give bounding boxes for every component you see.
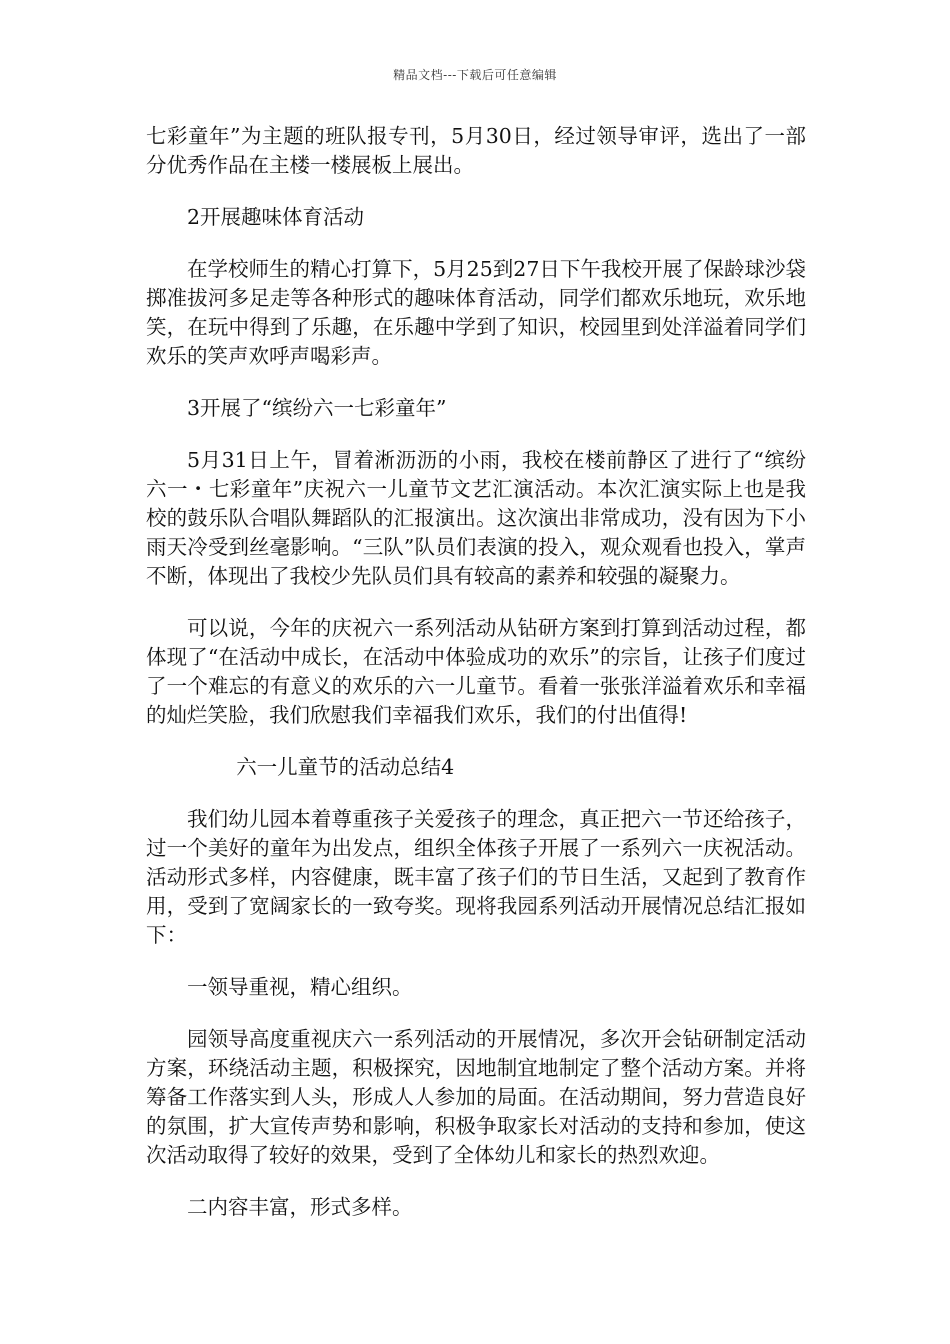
paragraph-leadership: 园领导高度重视庆六一系列活动的开展情况，多次开会钻研制定活动方案，环绕活动主题，积极探究，因地制宜地制定了整个活动方案。并将筹备工作落实到人头，形成人人参加的局面。在活动期间，努力营造良好的氛围，扩大宣传声势和影响，积极争取家长对活动的支持和参加，使这次活动取得了较好的效果，受到了全体幼儿和家长的热烈欢迎。: [146, 1027, 806, 1167]
paragraph-conclusion: 可以说，今年的庆祝六一系列活动从钻研方案到打算到活动过程，都体现了“在活动中成长，在活动中体验成功的欢乐”的宗旨，让孩子们度过了一个难忘的有意义的欢乐的六一儿童节。看着一张张洋溢着欢乐和幸福的灿烂笑脸，我们欣慰我们幸福我们欢乐，我们的付出值得!: [146, 616, 806, 727]
paragraph-intro-continuation: 七彩童年”为主题的班队报专刊，5月30日，经过领导审评，选出了一部分优秀作品在主楼一楼展板上展出。: [146, 124, 806, 177]
paragraph-sports: 在学校师生的精心打算下，5月25到27日下午我校开展了保龄球沙袋掷准拔河多足走等各种形式的趣味体育活动，同学们都欢乐地玩，欢乐地笑，在玩中得到了乐趣，在乐趣中学到了知识，校园里到处洋溢着同学们欢乐的笑声欢呼声喝彩声。: [146, 257, 806, 368]
article-title-4: 六一儿童节的活动总结4: [236, 755, 455, 779]
section-heading-content: 二内容丰富，形式多样。: [187, 1195, 413, 1219]
paragraph-performance: 5月31日上午，冒着淅沥沥的小雨，我校在楼前静区了进行了“缤纷六一・七彩童年”庆祝六一儿童节文艺汇演活动。本次汇演实际上也是我校的鼓乐队合唱队舞蹈队的汇报演出。这次演出非常成功，没有因为下小雨天冷受到丝毫影响。“三队”队员们表演的投入，观众观看也投入，掌声不断，体现出了我校少先队员们具有较高的素养和较强的凝聚力。: [146, 448, 806, 588]
section-heading-sports: 2开展趣味体育活动: [187, 205, 365, 229]
paragraph-kindergarten-intro: 我们幼儿园本着尊重孩子关爱孩子的理念，真正把六一节还给孩子，过一个美好的童年为出发点，组织全体孩子开展了一系列六一庆祝活动。活动形式多样，内容健康，既丰富了孩子们的节日生活，又起到了教育作用，受到了宽阔家长的一致夸奖。现将我园系列活动开展情况总结汇报如下：: [146, 807, 806, 947]
section-heading-performance: 3开展了“缤纷六一七彩童年”: [187, 396, 447, 420]
section-heading-leadership: 一领导重视，精心组织。: [187, 975, 413, 999]
page-header: 精品文档---下载后可任意编辑: [393, 68, 557, 82]
document-body: [146, 122, 806, 1245]
